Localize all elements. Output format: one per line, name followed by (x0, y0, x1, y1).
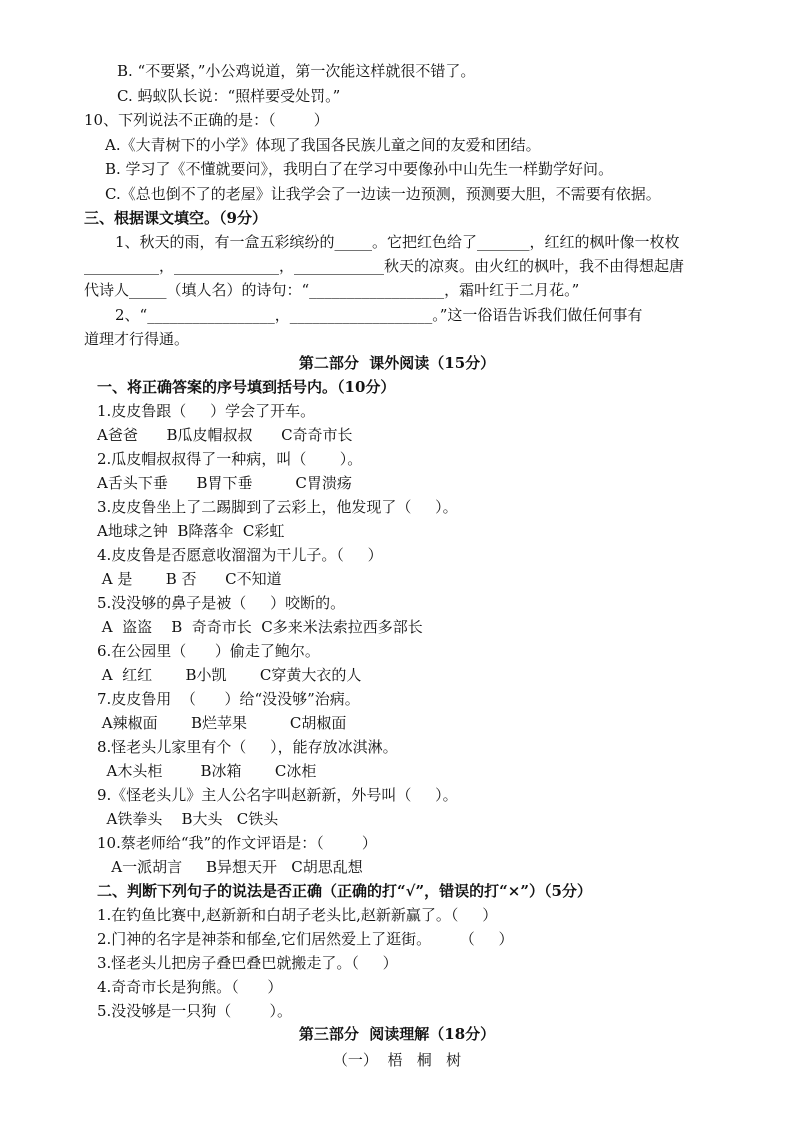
judge-item: 5.没没够是一只狗（ ）。 (97, 1002, 292, 1020)
q9-option-c: C. 蚂蚁队长说：“照样要受处罚。” (117, 87, 341, 105)
mc-options: A木头柜 B冰箱 C冰柜 (97, 762, 317, 780)
fill-item1-line1: 1、秋天的雨，有一盒五彩缤纷的_____。它把红色给了_______，红红的枫叶像一枚枚 (115, 233, 680, 251)
mc-question: 3.皮皮鲁坐上了二踢脚到了云彩上，他发现了（ ）。 (97, 498, 458, 516)
mc-options: A辣椒面 B烂苹果 C胡椒面 (97, 714, 347, 732)
mc-options: A爸爸 B瓜皮帽叔叔 C奇奇市长 (97, 426, 353, 444)
q9-option-b: B. “不要紧，”小公鸡说道，第一次能这样就很不错了。 (117, 62, 476, 80)
q10-stem: 10、下列说法不正确的是：（ ） (84, 111, 329, 129)
mc-options: A地球之钟 B降落伞 C彩虹 (97, 522, 285, 540)
mc-question: 7.皮皮鲁用 （ ）给“没没够”治病。 (97, 690, 360, 708)
mc-options: A 是 B 否 C不知道 (97, 570, 282, 588)
fill-item1-line3: 代诗人_____（填人名）的诗句：“__________________，霜叶红于二月花。” (84, 281, 580, 299)
judge-item: 1.在钓鱼比赛中,赵新新和白胡子老头比,赵新新赢了。（ ） (97, 906, 498, 924)
q10-option-a: A.《大青树下的小学》体现了我国各民族儿童之间的友爱和团结。 (105, 136, 541, 154)
part2-section2-heading: 二、判断下列句子的说法是否正确（正确的打“√”，错误的打“×”）（5分） (97, 882, 592, 900)
mc-options: A 红红 B小凯 C穿黄大衣的人 (97, 666, 362, 684)
mc-question: 1.皮皮鲁跟（ ）学会了开车。 (97, 402, 316, 420)
mc-question: 5.没没够的鼻子是被（ ）咬断的。 (97, 594, 346, 612)
mc-options: A 盗盗 B 奇奇市长 C多来米法索拉西多部长 (97, 618, 423, 636)
mc-question: 10.蔡老师给“我”的作文评语是：（ ） (97, 834, 377, 852)
part2-title: 第二部分 课外阅读（15分） (298, 354, 496, 372)
mc-question: 6.在公园里（ ）偷走了鲍尔。 (97, 642, 320, 660)
mc-question: 4.皮皮鲁是否愿意收溜溜为干儿子。（ ） (97, 546, 383, 564)
part3-title: 第三部分 阅读理解（18分） (298, 1025, 496, 1043)
mc-options: A舌头下垂 B胃下垂 C胃溃疡 (97, 474, 352, 492)
fill-item1-line2: __________，______________，____________秋天的凉爽。由火红的枫叶，我不由得想起唐 (84, 257, 685, 275)
passage-title: （一） 梧 桐 树 (332, 1051, 462, 1069)
fill-item2-line2: 道理才行得通。 (84, 330, 190, 348)
mc-question: 9.《怪老头儿》主人公名字叫赵新新，外号叫（ ）。 (97, 786, 458, 804)
mc-options: A铁拳头 B大头 C铁头 (97, 810, 279, 828)
mc-options: A一派胡言 B异想天开 C胡思乱想 (97, 858, 363, 876)
section3-heading: 三、根据课文填空。（9分） (84, 209, 267, 227)
judge-item: 2.门神的名字是神荼和郁垒,它们居然爱上了逛街。 （ ） (97, 930, 514, 948)
mc-question: 2.瓜皮帽叔叔得了一种病，叫（ ）。 (97, 450, 363, 468)
q10-option-b: B. 学习了《不懂就要问》，我明白了在学习中要像孙中山先生一样勤学好问。 (105, 160, 614, 178)
fill-item2-line1: 2、“_________________，___________________。”这一俗语告诉我们做任何事有 (115, 306, 643, 324)
judge-item: 4.奇奇市长是狗熊。（ ） (97, 978, 283, 996)
part2-section1-heading: 一、将正确答案的序号填到括号内。（10分） (97, 378, 396, 396)
mc-question: 8.怪老头儿家里有个（ ），能存放冰淇淋。 (97, 738, 398, 756)
judge-item: 3.怪老头儿把房子叠巴叠巴就搬走了。（ ） (97, 954, 398, 972)
q10-option-c: C.《总也倒不了的老屋》让我学会了一边读一边预测，预测要大胆，不需要有依据。 (105, 185, 661, 203)
